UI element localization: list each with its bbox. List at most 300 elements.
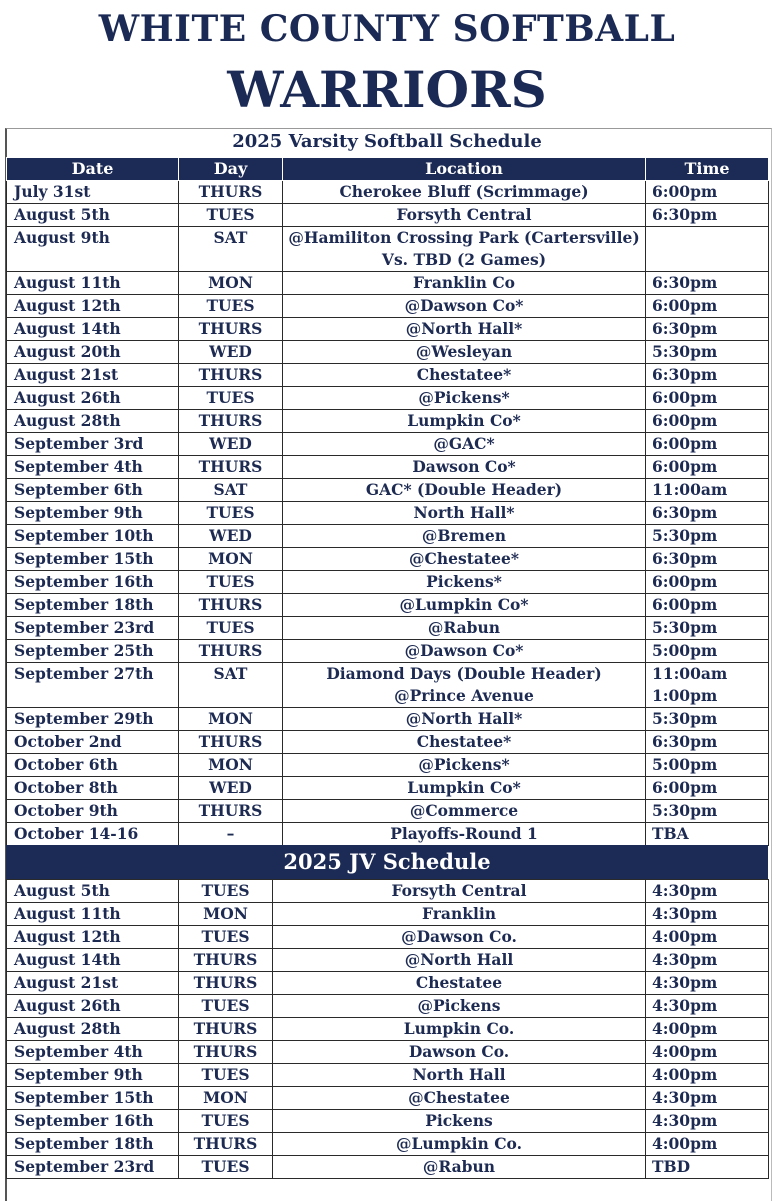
date-cell-text: September 23rd	[14, 1157, 155, 1176]
date-cell	[7, 1018, 179, 1041]
table-row	[7, 1133, 769, 1156]
time-cell-text: 5:00pm	[652, 755, 718, 774]
date-cell	[7, 410, 179, 433]
date-cell-text: September 16th	[14, 1111, 154, 1130]
date-cell-text: October 6th	[14, 755, 118, 774]
time-cell	[646, 433, 769, 456]
date-cell	[7, 663, 179, 708]
table-row	[7, 926, 769, 949]
table-row	[7, 204, 769, 227]
day-cell	[179, 295, 283, 318]
day-cell	[179, 548, 283, 571]
date-cell-text: October 9th	[14, 801, 118, 820]
location-cell-text: Cherokee Bluff (Scrimmage)	[339, 182, 589, 201]
time-cell-text: 11:00am	[652, 664, 728, 683]
day-cell-text: SAT	[213, 664, 248, 683]
date-cell-text: August 12th	[14, 927, 121, 946]
date-cell-text: August 26th	[14, 996, 121, 1015]
date-cell-text: September 4th	[14, 1042, 143, 1061]
time-cell-text: 5:30pm	[652, 618, 718, 637]
date-cell	[7, 617, 179, 640]
time-cell-text: 6:30pm	[652, 503, 718, 522]
day-cell	[179, 1018, 273, 1041]
time-cell-text: TBD	[652, 1157, 691, 1176]
time-cell-text: 4:00pm	[652, 1134, 718, 1153]
day-cell	[179, 903, 273, 926]
date-cell	[7, 777, 179, 800]
day-cell-text: THURS	[198, 182, 263, 201]
location-cell-text: @Chestatee	[408, 1088, 510, 1107]
location-cell	[283, 341, 646, 364]
time-cell-text: 6:00pm	[652, 434, 718, 453]
date-cell-text: October 14-16	[14, 824, 139, 843]
day-cell-text: THURS	[198, 411, 263, 430]
time-cell-text: 4:00pm	[652, 1042, 718, 1061]
table-row	[7, 1064, 769, 1087]
time-cell	[646, 272, 769, 295]
location-cell	[283, 410, 646, 433]
table-row	[7, 181, 769, 204]
time-cell	[646, 640, 769, 663]
location-cell	[283, 823, 646, 846]
day-cell-text: MON	[208, 755, 253, 774]
day-cell-text: TUES	[201, 996, 250, 1015]
date-cell	[7, 387, 179, 410]
date-cell-text: September 29th	[14, 709, 154, 728]
date-cell	[7, 181, 179, 204]
time-cell	[646, 295, 769, 318]
time-cell	[646, 318, 769, 341]
time-cell-text-line2: 1:00pm	[652, 686, 718, 705]
location-cell-text: @Rabun	[427, 618, 501, 637]
date-cell	[7, 548, 179, 571]
location-cell	[273, 926, 646, 949]
day-cell	[179, 502, 283, 525]
day-cell	[179, 571, 283, 594]
varsity-schedule-title: 2025 Varsity Softball Schedule	[232, 131, 542, 152]
varsity-schedule-table	[6, 157, 769, 846]
day-cell	[179, 364, 283, 387]
day-cell	[179, 594, 283, 617]
day-cell	[179, 272, 283, 295]
time-cell-text: 4:30pm	[652, 996, 718, 1015]
time-cell	[646, 364, 769, 387]
location-cell	[273, 903, 646, 926]
time-cell-text: 4:30pm	[652, 904, 718, 923]
date-cell	[7, 272, 179, 295]
time-cell-text: 6:00pm	[652, 572, 718, 591]
time-cell-text: 6:30pm	[652, 273, 718, 292]
table-row	[7, 823, 769, 846]
day-cell-text: WED	[209, 342, 252, 361]
location-cell	[283, 525, 646, 548]
location-cell-text: Lumpkin Co*	[407, 411, 521, 430]
time-cell	[646, 903, 769, 926]
day-cell	[179, 1041, 273, 1064]
day-cell-text: MON	[203, 904, 248, 923]
table-row	[7, 995, 769, 1018]
location-cell	[273, 995, 646, 1018]
date-cell-text: September 15th	[14, 1088, 154, 1107]
day-cell	[179, 387, 283, 410]
time-cell	[646, 181, 769, 204]
time-cell	[646, 1156, 769, 1179]
time-cell	[646, 1087, 769, 1110]
day-cell-text: WED	[209, 778, 252, 797]
date-cell-text: August 12th	[14, 296, 121, 315]
location-cell-text: @Rabun	[422, 1157, 496, 1176]
date-cell-text: September 15th	[14, 549, 154, 568]
day-cell	[179, 227, 283, 272]
date-cell-text: September 4th	[14, 457, 143, 476]
location-cell-text: Franklin Co	[412, 273, 516, 292]
table-row	[7, 640, 769, 663]
day-cell-text: MON	[208, 273, 253, 292]
date-cell	[7, 731, 179, 754]
date-cell	[7, 1110, 179, 1133]
location-cell	[283, 571, 646, 594]
day-cell	[179, 456, 283, 479]
date-cell-text: October 2nd	[14, 732, 122, 751]
date-cell-text: September 23rd	[14, 618, 155, 637]
day-cell-text: TUES	[206, 205, 255, 224]
day-cell	[179, 731, 283, 754]
time-cell-text: 6:00pm	[652, 457, 718, 476]
location-cell-text: Franklin	[422, 904, 496, 923]
time-cell	[646, 571, 769, 594]
location-cell	[283, 318, 646, 341]
date-cell-text: October 8th	[14, 778, 118, 797]
location-cell	[283, 387, 646, 410]
day-cell	[179, 926, 273, 949]
date-cell	[7, 525, 179, 548]
location-cell-text: Pickens*	[426, 572, 502, 591]
time-cell	[646, 525, 769, 548]
location-cell-text: @Lumpkin Co.	[396, 1134, 522, 1153]
time-cell	[646, 1041, 769, 1064]
date-cell	[7, 1041, 179, 1064]
location-cell-text: Forsyth Central	[396, 205, 532, 224]
location-cell-text: Lumpkin Co*	[407, 778, 521, 797]
time-cell-text: 4:30pm	[652, 973, 718, 992]
date-cell	[7, 949, 179, 972]
table-row	[7, 1041, 769, 1064]
table-row	[7, 456, 769, 479]
time-cell	[646, 502, 769, 525]
day-cell-text: TUES	[201, 927, 250, 946]
time-cell-text: 6:30pm	[652, 319, 718, 338]
table-row	[7, 1018, 769, 1041]
location-cell-text: @Dawson Co*	[404, 296, 524, 315]
date-cell-text: August 26th	[14, 388, 121, 407]
day-cell	[179, 995, 273, 1018]
table-row	[7, 318, 769, 341]
location-cell-text: @Wesleyan	[415, 342, 513, 361]
location-cell	[283, 181, 646, 204]
day-cell	[179, 754, 283, 777]
time-cell-text: 5:30pm	[652, 342, 718, 361]
page-header	[0, 0, 782, 128]
date-cell-text: August 9th	[14, 228, 110, 247]
location-cell	[273, 1133, 646, 1156]
time-cell	[646, 777, 769, 800]
day-cell-text: THURS	[198, 319, 263, 338]
date-cell-text: August 21st	[14, 365, 119, 384]
date-cell	[7, 823, 179, 846]
time-cell-text: 6:30pm	[652, 549, 718, 568]
day-cell	[179, 1064, 273, 1087]
time-cell	[646, 1133, 769, 1156]
time-cell-text: 6:00pm	[652, 296, 718, 315]
date-cell	[7, 318, 179, 341]
day-cell	[179, 708, 283, 731]
date-cell	[7, 995, 179, 1018]
location-cell	[283, 777, 646, 800]
day-cell-text: THURS	[198, 365, 263, 384]
table-row	[7, 272, 769, 295]
day-cell	[179, 204, 283, 227]
time-cell	[646, 800, 769, 823]
time-cell	[646, 410, 769, 433]
day-cell	[179, 1110, 273, 1133]
location-cell	[273, 972, 646, 995]
location-cell	[283, 433, 646, 456]
time-cell-text: 11:00am	[652, 480, 728, 499]
table-row	[7, 594, 769, 617]
date-cell-text: September 16th	[14, 572, 154, 591]
date-cell	[7, 754, 179, 777]
table-row	[7, 949, 769, 972]
time-cell	[646, 479, 769, 502]
location-cell	[283, 708, 646, 731]
location-cell-text: @North Hall	[404, 950, 514, 969]
location-cell-text: @Dawson Co*	[404, 641, 524, 660]
time-cell-text: 6:00pm	[652, 411, 718, 430]
day-cell-text: TUES	[206, 618, 255, 637]
location-cell-text-line2: Vs. TBD (2 Games)	[381, 250, 547, 269]
day-cell-text: TUES	[206, 572, 255, 591]
location-cell-text: @Pickens*	[418, 755, 510, 774]
date-cell	[7, 1087, 179, 1110]
date-cell-text: September 18th	[14, 595, 154, 614]
time-cell	[646, 594, 769, 617]
time-cell	[646, 548, 769, 571]
day-cell-text: SAT	[213, 480, 248, 499]
time-cell	[646, 995, 769, 1018]
location-cell-text: @Bremen	[421, 526, 507, 545]
time-cell	[646, 823, 769, 846]
location-cell-text: Dawson Co*	[412, 457, 516, 476]
table-row	[7, 972, 769, 995]
date-cell	[7, 926, 179, 949]
date-cell	[7, 594, 179, 617]
table-row	[7, 410, 769, 433]
time-cell-text: 5:30pm	[652, 709, 718, 728]
day-cell	[179, 1087, 273, 1110]
table-row	[7, 754, 769, 777]
day-cell-text: TUES	[201, 881, 250, 900]
day-cell-text: THURS	[193, 1042, 258, 1061]
date-cell	[7, 295, 179, 318]
day-cell	[179, 663, 283, 708]
time-cell-text: 4:30pm	[652, 1111, 718, 1130]
date-cell-text: August 21st	[14, 973, 119, 992]
date-cell	[7, 502, 179, 525]
date-cell-text: August 11th	[14, 904, 121, 923]
time-cell	[646, 456, 769, 479]
time-cell	[646, 227, 769, 272]
location-cell	[283, 456, 646, 479]
date-cell	[7, 204, 179, 227]
table-row	[7, 1156, 769, 1179]
jv-schedule-table	[6, 879, 769, 1179]
day-cell-text: THURS	[193, 950, 258, 969]
time-cell-text: 5:30pm	[652, 801, 718, 820]
day-cell-text: WED	[209, 526, 252, 545]
time-cell-text: 6:00pm	[652, 388, 718, 407]
date-cell-text: September 3rd	[14, 434, 144, 453]
date-cell-text: August 14th	[14, 319, 121, 338]
day-cell	[179, 880, 273, 903]
time-cell-text: 5:00pm	[652, 641, 718, 660]
date-cell	[7, 341, 179, 364]
time-cell	[646, 387, 769, 410]
day-cell-text: THURS	[198, 457, 263, 476]
time-cell	[646, 663, 769, 708]
day-cell-text: TUES	[206, 388, 255, 407]
date-cell	[7, 1064, 179, 1087]
date-cell-text: August 28th	[14, 1019, 121, 1038]
table-row	[7, 617, 769, 640]
location-cell	[273, 1041, 646, 1064]
day-cell-text: THURS	[193, 1019, 258, 1038]
day-cell	[179, 777, 283, 800]
table-row	[7, 708, 769, 731]
location-cell-text: @Chestatee*	[409, 549, 519, 568]
time-cell	[646, 708, 769, 731]
time-cell	[646, 972, 769, 995]
date-cell	[7, 1133, 179, 1156]
location-cell-text: @Dawson Co.	[401, 927, 517, 946]
time-cell-text: 6:00pm	[652, 595, 718, 614]
date-cell-text: August 11th	[14, 273, 121, 292]
day-cell-text: –	[226, 824, 235, 843]
location-cell	[273, 880, 646, 903]
table-row	[7, 387, 769, 410]
location-cell-text: Chestatee*	[416, 732, 512, 751]
table-row	[7, 880, 769, 903]
time-cell	[646, 341, 769, 364]
jv-schedule-title: 2025 JV Schedule	[6, 845, 768, 879]
time-cell-text: 6:30pm	[652, 205, 718, 224]
day-cell	[179, 341, 283, 364]
table-row	[7, 777, 769, 800]
time-cell	[646, 926, 769, 949]
date-cell-text: August 14th	[14, 950, 121, 969]
time-cell-text: 6:30pm	[652, 365, 718, 384]
time-cell-text: 5:30pm	[652, 526, 718, 545]
location-cell	[283, 594, 646, 617]
team-name: WARRIORS	[227, 60, 547, 119]
table-row	[7, 663, 769, 708]
date-cell	[7, 571, 179, 594]
time-cell-text: 6:30pm	[652, 732, 718, 751]
time-cell	[646, 754, 769, 777]
table-row	[7, 903, 769, 926]
location-cell-text: GAC* (Double Header)	[365, 480, 563, 499]
location-cell-text: @Lumpkin Co*	[399, 595, 529, 614]
date-cell	[7, 479, 179, 502]
day-cell	[179, 479, 283, 502]
location-cell	[283, 479, 646, 502]
time-cell	[646, 1064, 769, 1087]
school-title: WHITE COUNTY SOFTBALL	[98, 8, 676, 50]
table-row	[7, 479, 769, 502]
table-row	[7, 433, 769, 456]
location-cell	[283, 548, 646, 571]
time-cell-text: TBA	[652, 824, 689, 843]
date-cell	[7, 640, 179, 663]
date-cell-text: September 10th	[14, 526, 154, 545]
day-cell	[179, 972, 273, 995]
day-cell-text: THURS	[198, 732, 263, 751]
date-cell-text: August 20th	[14, 342, 121, 361]
location-cell	[283, 204, 646, 227]
day-cell-text: MON	[208, 709, 253, 728]
day-cell	[179, 949, 273, 972]
column-header-day: Day	[179, 158, 283, 181]
date-cell-text: August 28th	[14, 411, 121, 430]
location-cell-text: Chestatee	[415, 973, 503, 992]
location-cell	[283, 754, 646, 777]
column-header-time: Time	[646, 158, 769, 181]
date-cell-text: September 9th	[14, 503, 143, 522]
location-cell-text: Playoffs-Round 1	[390, 824, 538, 843]
table-row	[7, 525, 769, 548]
date-cell-text: September 18th	[14, 1134, 154, 1153]
table-row	[7, 502, 769, 525]
location-cell	[283, 227, 646, 272]
time-cell-text: 4:00pm	[652, 1019, 718, 1038]
date-cell	[7, 364, 179, 387]
time-cell-text: 4:30pm	[652, 1088, 718, 1107]
time-cell-text: 4:30pm	[652, 950, 718, 969]
table-row	[7, 1087, 769, 1110]
time-cell-text: 6:00pm	[652, 182, 718, 201]
table-header-row	[7, 158, 769, 181]
location-cell	[273, 1110, 646, 1133]
day-cell	[179, 181, 283, 204]
time-cell	[646, 1018, 769, 1041]
location-cell	[283, 731, 646, 754]
time-cell	[646, 731, 769, 754]
location-cell	[283, 617, 646, 640]
day-cell	[179, 823, 283, 846]
location-cell	[273, 1087, 646, 1110]
table-row	[7, 548, 769, 571]
day-cell-text: THURS	[198, 801, 263, 820]
table-row	[7, 295, 769, 318]
location-cell-text: @North Hall*	[405, 709, 523, 728]
location-cell	[283, 640, 646, 663]
date-cell-text: August 5th	[14, 881, 110, 900]
table-row	[7, 1110, 769, 1133]
day-cell	[179, 1133, 273, 1156]
column-header-location: Location	[283, 158, 646, 181]
day-cell-text: TUES	[201, 1065, 250, 1084]
table-row	[7, 364, 769, 387]
location-cell-text: Chestatee*	[416, 365, 512, 384]
